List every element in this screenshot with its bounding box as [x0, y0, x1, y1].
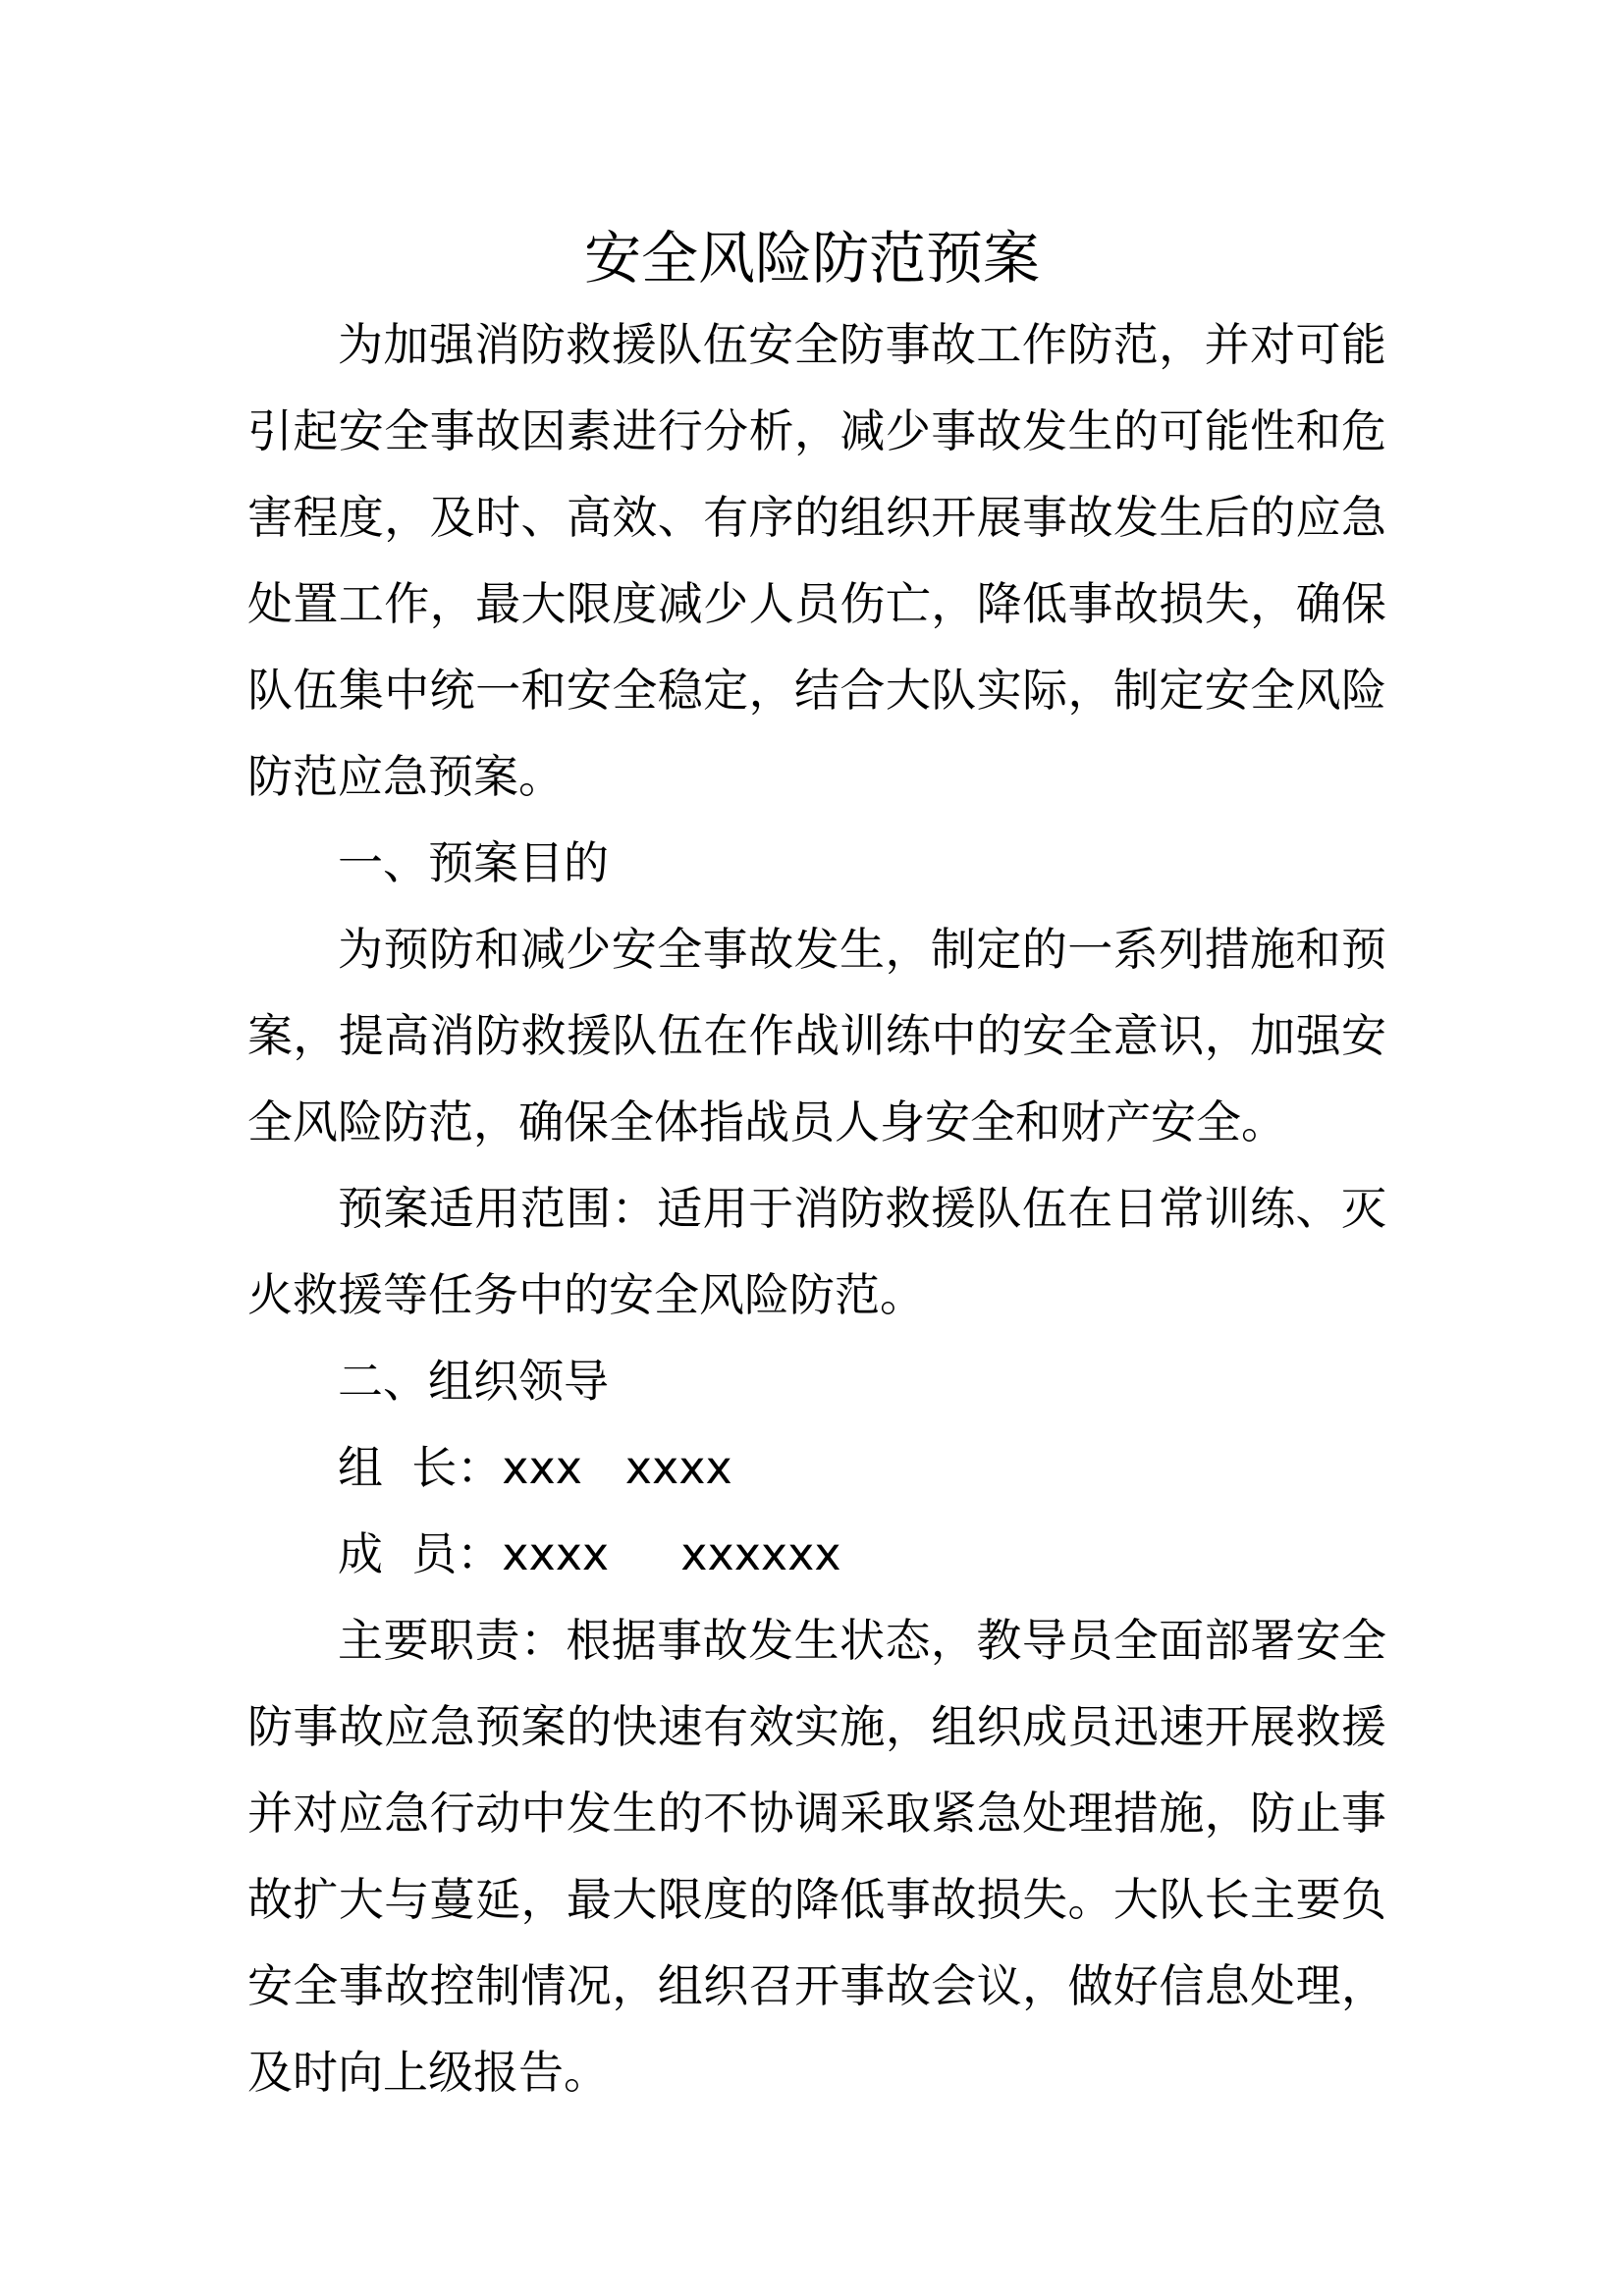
duties-paragraph: 主要职责：根据事故发生状态，教导员全面部署安全防事故应急预案的快速有效实施，组织成员迅速开展救援并对应急行动中发生的不协调采取紧急处理措施，防止事故扩大与蔓延，最大限度的降低事故损失。大队长主要负安全事故控制情况，组织召开事故会议，做好信息处理，及时向上级报告。 — [247, 1614, 1386, 2099]
leader-line: 组 长：xxx xxxx — [338, 1441, 732, 1494]
section-1-paragraph: 为预防和减少安全事故发生，制定的一系列措施和预案，提高消防救援队伍在作战训练中的安全意识，加强安全风险防范，确保全体指战员人身安全和财产安全。 — [247, 923, 1386, 1148]
document-title: 安全风险防范预案 — [583, 225, 1040, 292]
section-2-heading: 二、组织领导 — [338, 1355, 609, 1408]
scope-paragraph: 预案适用范围：适用于消防救援队伍在日常训练、灭火救援等任务中的安全风险防范。 — [247, 1182, 1386, 1321]
members-line: 成 员：xxxx xxxxxx — [338, 1527, 841, 1580]
section-1-heading: 一、预案目的 — [338, 836, 609, 889]
intro-paragraph: 为加强消防救援队伍安全防事故工作防范，并对可能引起安全事故因素进行分析，减少事故发生的可能性和危害程度，及时、高效、有序的组织开展事故发生后的应急处置工作，最大限度减少人员伤亡，降低事故损失，确保队伍集中统一和安全稳定，结合大队实际，制定安全风险防范应急预案。 — [247, 318, 1386, 803]
document-body — [247, 301, 1386, 2115]
